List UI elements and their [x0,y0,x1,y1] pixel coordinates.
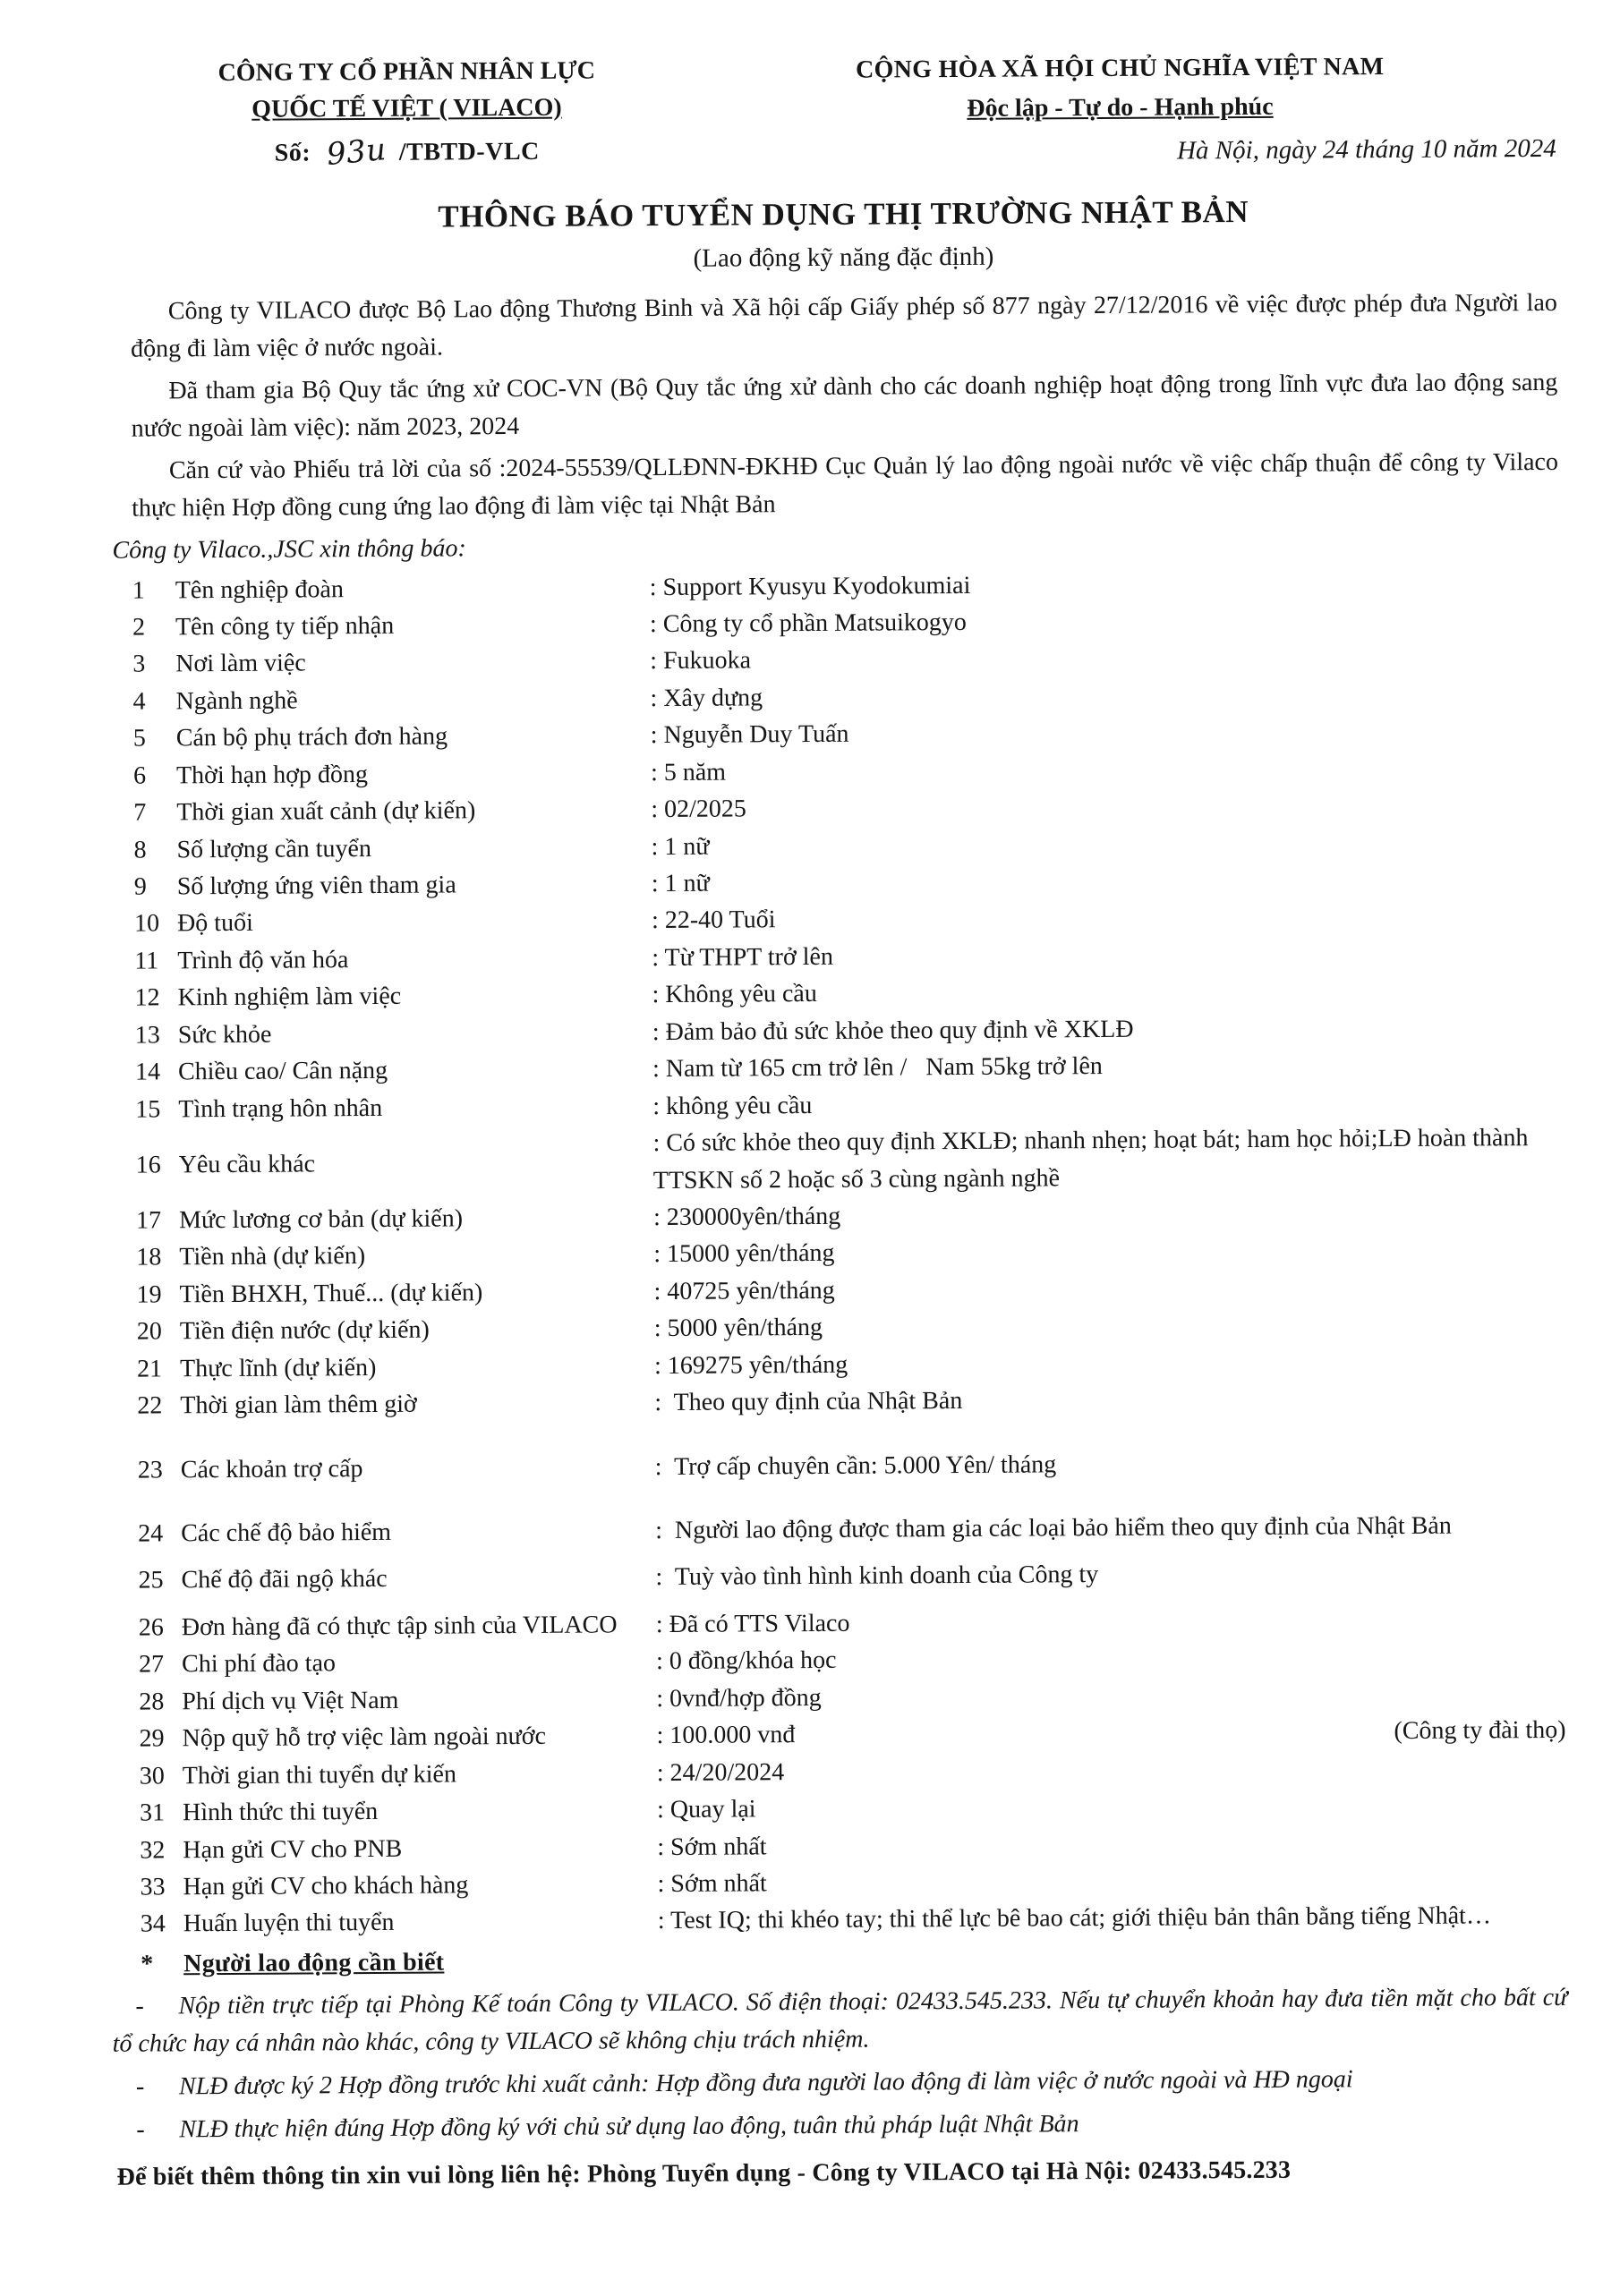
item-number: 5 [132,724,146,753]
list-item [141,1897,1567,1943]
dash-marker: - [136,2115,145,2144]
item-note: (Công ty đài thọ) [1394,1716,1566,1746]
list-item [135,1119,1562,1203]
item-value: : Nam từ 165 cm trở lên / Nam 55kg trở lên [652,1052,1103,1084]
national-motto: Độc lập - Tự do - Hạnh phúc [967,92,1274,123]
item-label: Tiền BHXH, Thuế... (dự kiến) [179,1279,483,1309]
item-number: 18 [136,1243,162,1271]
company-name-line2: QUỐC TẾ VIỆT ( VILACO) [252,93,562,123]
item-value: : 0vnđ/hợp đồng [656,1683,822,1713]
item-label: Tiền nhà (dự kiến) [179,1242,366,1271]
list-item [138,1507,1565,1552]
notice-item-text: Nộp tiền trực tiếp tại Phòng Kế toán Công ty VILACO. Số điện thoại: 02433.545.233. Nếu tự chuyển khoản hay đưa tiền mặt cho bất cứ tổ chức hay cá nhân nào khác, công ty VILACO sẽ không chịu trách nhiệm. [112,1983,1568,2058]
item-value: : Theo quy định của Nhật Bản [654,1387,963,1417]
item-value: : 02/2025 [651,795,746,824]
item-label: Hạn gửi CV cho khách hàng [183,1871,469,1901]
notice-item [112,1979,1567,2063]
item-label: Đơn hàng đã có thực tập sinh của VILACO [181,1611,618,1642]
item-number: 12 [134,983,160,1012]
worker-notice-title: Người lao động cần biết [183,1948,445,1978]
item-label: Các khoản trợ cấp [180,1454,363,1484]
item-label: Các chế độ bảo hiểm [181,1518,392,1548]
list-item [138,1553,1565,1599]
item-label: Thời hạn hợp đồng [175,760,369,790]
item-label: Cán bộ phụ trách đơn hàng [175,722,448,753]
item-number: 19 [136,1280,162,1309]
item-value: : 15000 yên/tháng [653,1239,835,1269]
item-label: Số lượng ứng viên tham gia [176,871,456,901]
item-number: 33 [140,1873,166,1901]
item-label: Phí dịch vụ Việt Nam [182,1686,399,1716]
item-number: 17 [135,1206,162,1235]
item-number: 29 [139,1724,165,1753]
item-value: : Có sức khỏe theo quy định XKLĐ; nhanh nhẹn; hoạt bát; ham học hỏi;LĐ hoàn thành TTSKN số 2 hoặc số 3 cùng ngành nghề [652,1124,1529,1195]
document-number-suffix: /TBTD-VLC [398,138,540,166]
item-number: 3 [132,650,146,678]
item-number: 28 [139,1688,165,1716]
item-number: 2 [132,613,146,642]
item-label: Tình trạng hôn nhân [178,1093,383,1123]
item-label: Chiều cao/ Cân nặng [177,1057,388,1086]
item-value: : không yêu cầu [652,1091,813,1120]
item-number: 32 [140,1835,166,1865]
intro-paragraph: Căn cứ vào Phiếu trả lời của số :2024-55539/QLLĐNN-ĐKHĐ Cục Quản lý lao động ngoài nước về việc chấp thuận để công ty Vilaco thực hiện Hợp đồng cung ứng lao động đi làm việc tại Nhật Bản [132,447,1559,523]
item-value: : Fukuoka [650,646,752,676]
handwritten-document-number: 93u [325,132,388,174]
item-label: Tiền điện nước (dự kiến) [179,1315,430,1346]
intro-section [131,284,1559,527]
intro-paragraph: Đã tham gia Bộ Quy tắc ứng xử COC-VN (Bộ Quy tắc ứng xử dành cho các doanh nghiệp hoạt động trong lĩnh vực đưa lao động sang nước ngoài làm việc): năm 2023, 2024 [131,368,1558,443]
item-value: : Từ THPT trở lên [652,942,834,972]
item-number: 1 [132,576,145,605]
item-value: : 1 nữ [651,869,710,898]
item-label: Độ tuổi [176,909,253,938]
dash-marker: - [135,1992,144,2020]
item-label: Trình độ văn hóa [177,946,349,975]
issuing-company-block [129,53,685,174]
item-value: : 230000yên/tháng [652,1202,841,1232]
notice-item-text: NLĐ được ký 2 Hợp đồng trước khi xuất cảnh: Hợp đồng đưa người lao động đi làm việc ở nước ngoài và HĐ ngoại [178,2065,1353,2101]
item-number: 13 [134,1021,160,1050]
page-title: THÔNG BÁO TUYỂN DỤNG THỊ TRƯỜNG NHẬT BẢN [438,193,1249,234]
date-line: Hà Nội, ngày 24 tháng 10 năm 2024 [1176,133,1556,166]
item-label: Yêu cầu khác [178,1150,316,1179]
item-label: Tên công ty tiếp nhận [175,611,395,642]
company-name-line1: CÔNG TY CỔ PHẦN NHÂN LỰC [217,56,595,88]
item-value: : Sớm nhất [657,1869,767,1898]
list-item [137,1379,1564,1424]
worker-notice-heading [141,1942,1567,1979]
list-item [138,1442,1565,1488]
item-value: : Không yêu cầu [652,980,817,1009]
item-label: Thời gian thi tuyển dự kiến [182,1760,456,1790]
item-label: Hạn gửi CV cho PNB [183,1834,403,1864]
item-number: 4 [132,687,146,716]
job-details-list [132,563,1567,1943]
item-label: Hình thức thi tuyển [183,1798,379,1827]
item-value: : Test IQ; thi khéo tay; thi thể lực bê bao cát; giới thiệu bản thân bằng tiếng Nhật… [657,1901,1492,1935]
item-number: 16 [135,1151,161,1179]
item-value: : Người lao động được tham gia các loại bảo hiểm theo quy định của Nhật Bản [655,1511,1452,1545]
item-label: Thực lĩnh (dự kiến) [179,1353,377,1382]
notice-item-text: NLĐ thực hiện đúng Hợp đồng ký với chủ sử dụng lao động, tuân thủ pháp luật Nhật Bản [179,2110,1079,2144]
item-label: Thời gian làm thêm giờ [180,1390,417,1420]
item-value: : 22-40 Tuổi [651,906,776,935]
item-value: : 0 đồng/khóa học [655,1646,837,1676]
item-value: : Xây dựng [650,684,763,712]
item-value: : 169275 yên/tháng [653,1350,848,1380]
page-subtitle: (Lao động kỹ năng đặc định) [693,242,994,273]
item-label: Tên nghiệp đoàn [175,574,345,604]
item-value: : Đã có TTS Vilaco [655,1609,850,1638]
item-number: 7 [133,798,147,827]
item-label: Chi phí đào tạo [181,1649,337,1679]
item-label: Ngành nghề [175,686,298,716]
item-number: 23 [137,1455,163,1484]
item-number: 14 [134,1058,161,1086]
item-value: : 24/20/2024 [656,1757,785,1787]
announcement-line: Công ty Vilaco.,JSC xin thông báo: [112,533,466,565]
national-title: CỘNG HÒA XÃ HỘI CHỦ NGHĨA VIỆT NAM [856,53,1385,84]
item-label: Kinh nghiệm làm việc [177,982,402,1012]
item-value: : Đảm bảo đủ sức khỏe theo quy định về XKLĐ [652,1015,1134,1046]
item-value: : Quay lại [657,1795,756,1824]
item-number: 30 [139,1762,165,1790]
item-number: 20 [136,1317,162,1346]
document-header [129,47,1556,177]
item-number: 34 [140,1909,166,1938]
document-number-line [130,127,685,174]
item-value: : 5 năm [650,758,727,787]
item-number: 11 [134,947,159,975]
item-number: 26 [138,1613,164,1642]
item-label: Mức lương cơ bản (dự kiến) [178,1204,464,1235]
item-number: 22 [137,1391,163,1420]
item-label: Chế độ đãi ngộ khác [181,1565,388,1594]
item-number: 9 [133,872,147,901]
item-number: 6 [132,761,147,790]
item-number: 15 [135,1095,161,1124]
item-number: 24 [138,1519,164,1548]
document-number-label: Số: [274,139,311,167]
item-value: : 100.000 vnđ [656,1721,796,1750]
item-value: : Trợ cấp chuyên cần: 5.000 Yên/ tháng [654,1450,1057,1481]
intro-paragraph: Công ty VILACO được Bộ Lao động Thương Binh và Xã hội cấp Giấy phép số 877 ngày 27/12/2016 về việc được phép đưa Người lao động đi làm việc ở nước ngoài. [131,288,1557,363]
item-label: Huấn luyện thi tuyển [183,1909,395,1938]
item-number: 10 [133,909,160,939]
item-label: Số lượng cần tuyển [176,834,372,863]
item-number: 27 [139,1650,165,1679]
notice-item [113,2060,1568,2106]
asterisk-marker: * [141,1950,154,1978]
item-label: Sức khỏe [177,1020,272,1050]
item-number: 31 [140,1799,166,1827]
item-value: : Nguyễn Duy Tuấn [650,719,849,750]
item-label: Nộp quỹ hỗ trợ việc làm ngoài nước [182,1722,547,1753]
item-label: Thời gian xuất cảnh (dự kiến) [176,796,476,827]
item-number: 21 [136,1355,163,1383]
item-number: 8 [133,836,147,864]
contact-line: Để biết thêm thông tin xin vui lòng liên hệ: Phòng Tuyển dụng - Công ty VILACO tại Hà Nội: 02433.545.233 [116,2156,1292,2191]
worker-notice-items [112,1979,1568,2149]
item-value: : Tuỳ vào tình hình kinh doanh của Công ty [655,1560,1099,1592]
item-value: : Sớm nhất [657,1832,767,1861]
item-value: : 40725 yên/tháng [653,1276,835,1305]
item-number: 25 [138,1566,164,1595]
item-value: : Công ty cổ phần Matsuikogyo [649,608,967,639]
item-value: : Support Kyusyu Kyodokumiai [649,571,971,601]
national-motto-block [684,47,1556,174]
notice-item [113,2103,1568,2149]
dash-marker: - [135,2072,145,2101]
item-value: : 5000 yên/tháng [653,1314,823,1343]
item-value: : 1 nữ [651,832,710,861]
item-label: Nơi làm việc [175,649,306,678]
